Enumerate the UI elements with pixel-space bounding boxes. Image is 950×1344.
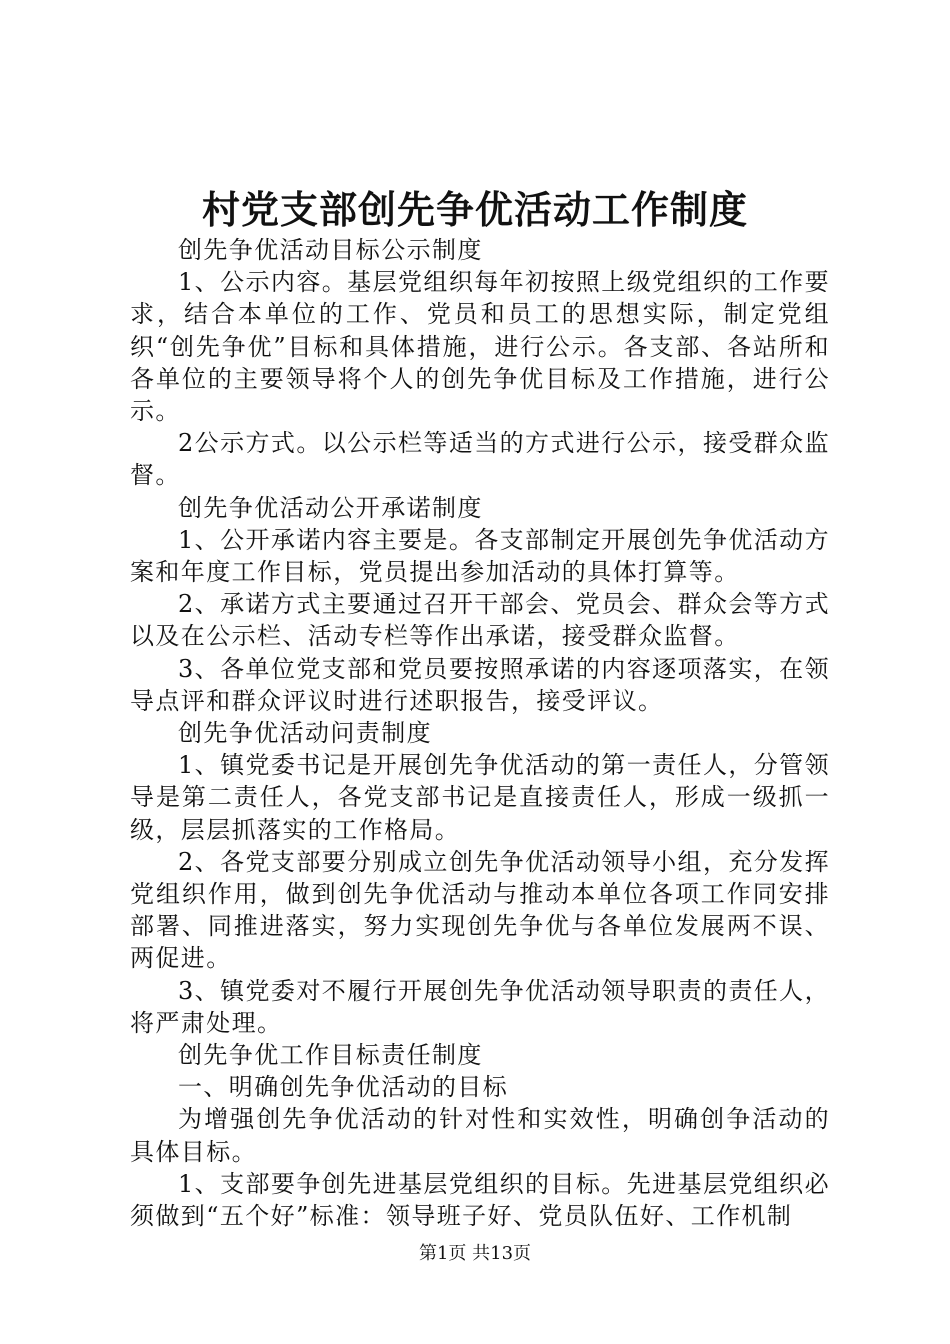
body-paragraph: 2公示方式。以公示栏等适当的方式进行公示，接受群众监督。 bbox=[130, 429, 830, 490]
body-paragraph: 3、镇党委对不履行开展创先争优活动领导职责的责任人，将严肃处理。 bbox=[130, 976, 830, 1037]
section-heading: 创先争优活动公开承诺制度 bbox=[178, 493, 483, 522]
document-body bbox=[130, 234, 830, 1232]
body-paragraph: 2、承诺方式主要通过召开干部会、党员会、群众会等方式以及在公示栏、活动专栏等作出承诺，接受群众监督。 bbox=[130, 590, 830, 651]
page-title: 村党支部创先争优活动工作制度 bbox=[201, 187, 748, 232]
section-heading: 创先争优活动问责制度 bbox=[178, 719, 432, 748]
section-heading: 创先争优活动目标公示制度 bbox=[178, 236, 483, 264]
body-paragraph: 1、公开承诺内容主要是。各支部制定开展创先争优活动方案和年度工作目标，党员提出参加活动的具体打算等。 bbox=[130, 525, 830, 587]
body-paragraph: 1、镇党委书记是开展创先争优活动的第一责任人，分管领导是第二责任人，各党支部书记是直接责任人，形成一级抓一级，层层抓落实的工作格局。 bbox=[130, 751, 830, 844]
body-paragraph: 1、支部要争创先进基层党组织的目标。先进基层党组织必须做到“五个好”标准：领导班子好、党员队伍好、工作机制 bbox=[130, 1169, 830, 1231]
subsection-heading: 一、明确创先争优活动的目标 bbox=[178, 1073, 509, 1102]
body-paragraph: 3、各单位党支部和党员要按照承诺的内容逐项落实，在领导点评和群众评议时进行述职报告，接受评议。 bbox=[130, 654, 830, 715]
page-footer: 第1页 共13页 bbox=[418, 1243, 532, 1264]
body-paragraph: 2、各党支部要分别成立创先争优活动领导小组，充分发挥党组织作用，做到创先争优活动与推动本单位各项工作同安排部署、同推进落实，努力实现创先争优与各单位发展两不误、两促进。 bbox=[130, 847, 830, 973]
body-paragraph: 为增强创先争优活动的针对性和实效性，明确创争活动的具体目标。 bbox=[130, 1105, 830, 1166]
section-heading: 创先争优工作目标责任制度 bbox=[178, 1041, 483, 1070]
body-paragraph: 1、公示内容。基层党组织每年初按照上级党组织的工作要求，结合本单位的工作、党员和员工的思想实际，制定党组织“创先争优”目标和具体措施，进行公示。各支部、各站所和各单位的主要领导将个人的创先争优目标及工作措施，进行公示。 bbox=[130, 268, 830, 426]
